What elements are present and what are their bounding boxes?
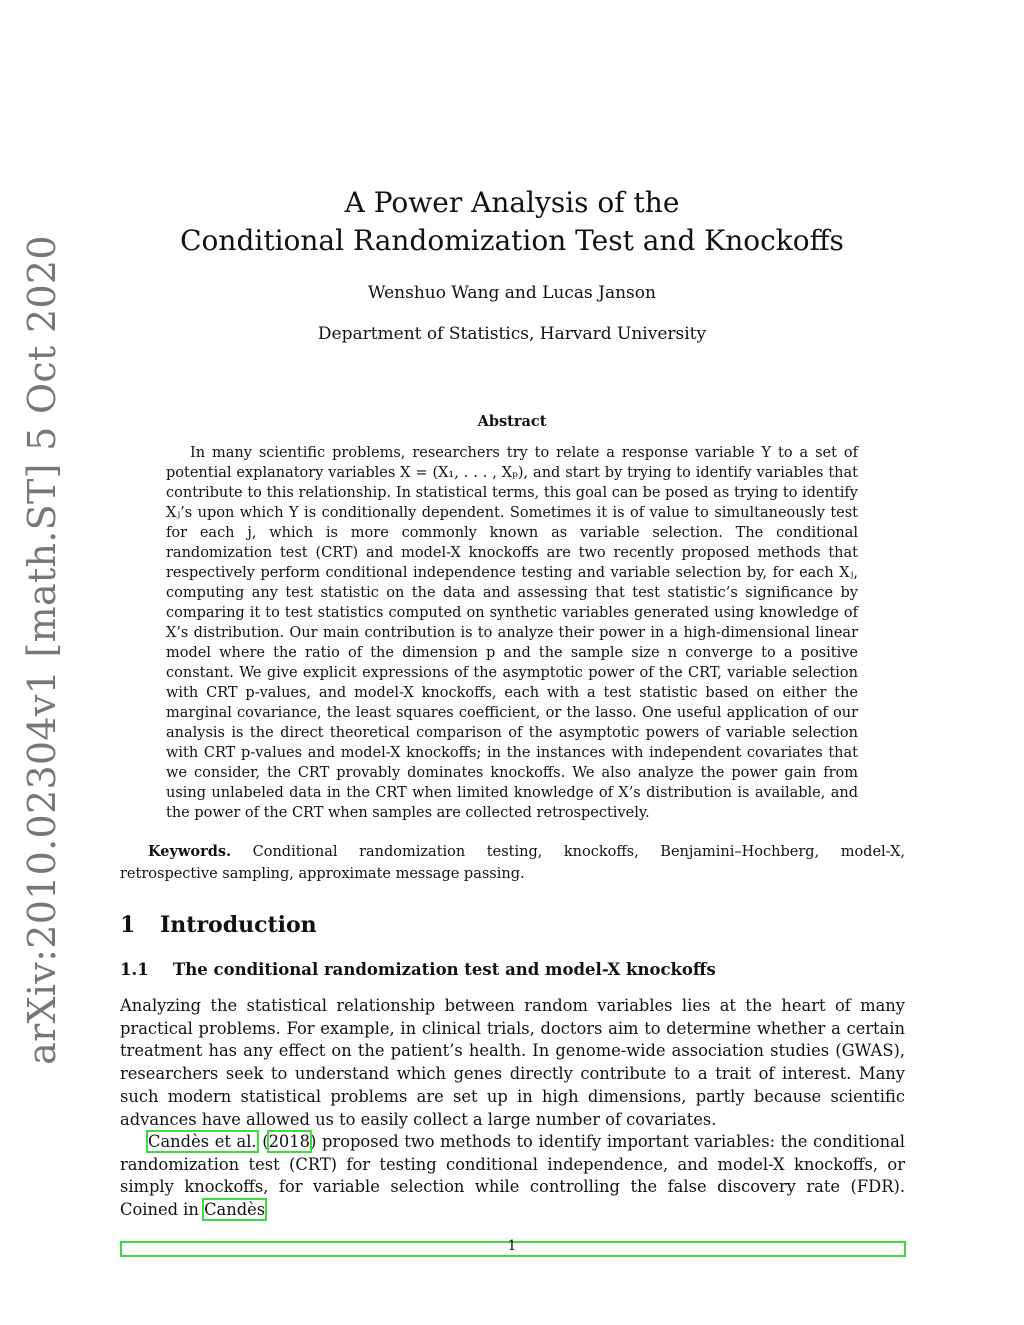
keywords-text: Conditional randomization testing, knockoffs, Benjamini–Hochberg, model-X, retrospective sampling, approximate message passing. bbox=[120, 844, 905, 882]
intro-paragraph-2 bbox=[120, 1131, 905, 1222]
subsection-heading bbox=[120, 960, 716, 979]
abstract-heading: Abstract bbox=[477, 413, 547, 430]
title-line-1: A Power Analysis of the bbox=[344, 186, 680, 219]
section-number: 1 bbox=[120, 912, 136, 938]
arxiv-stamp-text: arXiv:2010.02304v1 [math.ST] 5 Oct 2020 bbox=[20, 235, 64, 1065]
intro-paragraph-2-text: ) proposed two methods to identify important variables: the conditional randomization test (CRT) for testing conditional independence, and model-X knockoffs, or simply knockoffs, for variable selection while controlling the false discovery rate (FDR). Coined in bbox=[120, 1132, 905, 1220]
cite-open-paren: ( bbox=[256, 1132, 269, 1151]
abstract-text: In many scientific problems, researchers try to relate a response variable Y to a set of potential explanatory variables X = (X₁, . . . , Xₚ), and start by trying to identify variables that contribute to this relationship. In statistical terms, this goal can be posed as trying to identify Xⱼ’s upon which Y is conditionally dependent. Sometimes it is of value to simultaneously test for each j, which is more commonly known as variable selection. The conditional randomization test (CRT) and model-X knockoffs are two recently proposed methods that respectively perform conditional independence testing and variable selection by, for each Xⱼ, computing any test statistic on the data and assessing that test statistic’s significance by comparing it to test statistics computed on synthetic variables generated using knowledge of X’s distribution. Our main contribution is to analyze their power in a high-dimensional linear model where the ratio of the dimension p and the sample size n converge to a positive constant. We give explicit expressions of the asymptotic power of the CRT, variable selection with CRT p-values, and model-X knockoffs, each with a test statistic based on either the marginal covariance, the least squares coefficient, or the lasso. One useful application of our analysis is the direct theoretical comparison of the asymptotic powers of variable selection with CRT p-values and model-X knockoffs; in the instances with independent covariates that we consider, the CRT provably dominates knockoffs. We also analyze the power gain from using unlabeled data in the CRT when limited knowledge of X’s distribution is available, and the power of the CRT when samples are collected retrospectively. bbox=[166, 445, 858, 821]
section-title: Introduction bbox=[160, 912, 317, 938]
title-line-2: Conditional Randomization Test and Knockoffs bbox=[180, 224, 844, 257]
paper-title bbox=[0, 184, 1024, 260]
citation-link-year[interactable]: 2018 bbox=[268, 1132, 311, 1151]
section-heading bbox=[120, 912, 317, 938]
keywords-label: Keywords. bbox=[148, 843, 232, 860]
subsection-title: The conditional randomization test and model-X knockoffs bbox=[173, 960, 716, 979]
keywords bbox=[120, 841, 905, 885]
intro-paragraph-1: Analyzing the statistical relationship between random variables lies at the heart of many practical problems. For example, in clinical trials, doctors aim to determine whether a certain treatment has any effect on the patient’s health. In genome-wide association studies (GWAS), researchers seek to understand which genes directly contribute to a trait of interest. Many such modern statistical problems are set up in high dimensions, partly because scientific advances have allowed us to easily collect a large number of covariates. bbox=[120, 996, 905, 1129]
citation-link-candes[interactable]: Candès et al. bbox=[148, 1132, 257, 1151]
authors: Wenshuo Wang and Lucas Janson bbox=[368, 283, 656, 303]
subsection-number: 1.1 bbox=[120, 960, 149, 979]
affiliation: Department of Statistics, Harvard University bbox=[317, 324, 707, 344]
citation-link-candes-2[interactable]: Candès bbox=[204, 1200, 266, 1220]
page-number: 1 bbox=[507, 1238, 517, 1254]
